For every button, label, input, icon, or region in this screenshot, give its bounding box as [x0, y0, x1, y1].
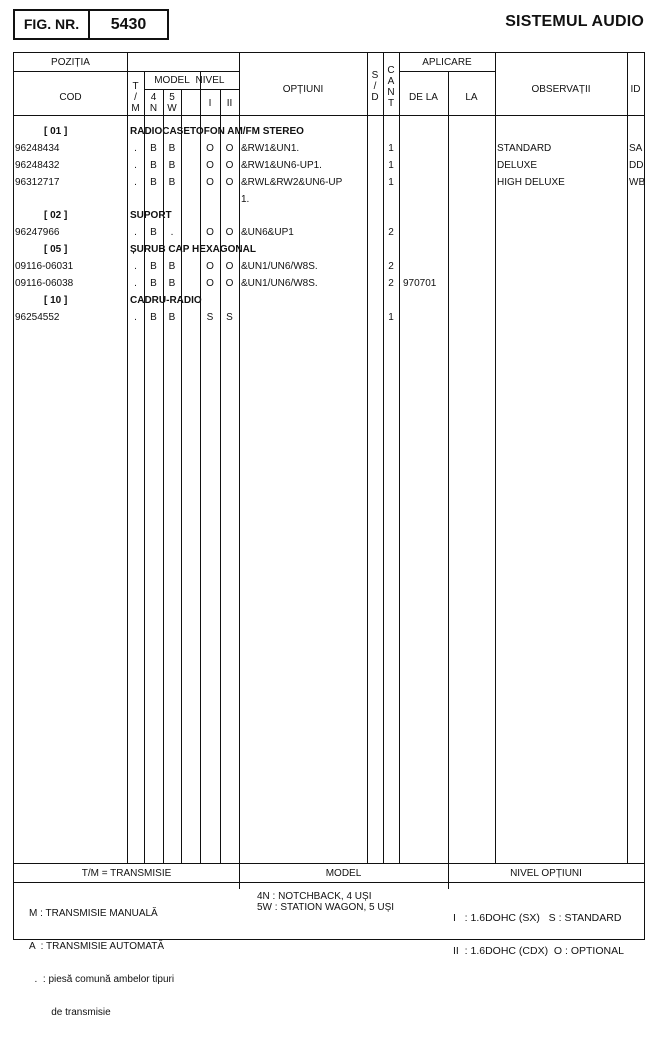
footer-nivel-legend: I : 1.6DOHC (SX) S : STANDARD II : 1.6DOHC (CDX) O : OPTIONAL	[453, 912, 624, 957]
col-nivel: NIVEL	[195, 75, 225, 86]
col-id: ID	[630, 84, 641, 95]
footer-model-title: MODEL	[325, 868, 362, 879]
col-sd: S / D	[371, 70, 379, 103]
group-name: SUPORT	[130, 210, 172, 221]
col-cod: COD	[59, 92, 82, 103]
footer-tm-legend: M : TRANSMISIE MANUALĂ A : TRANSMISIE AUTOMATĂ . : piesă comună ambelor tipuri de transmisie	[29, 908, 175, 1018]
footer-tm-title: T/M = TRANSMISIE	[81, 868, 172, 879]
col-model-4n: 4 N	[149, 92, 158, 114]
group-pos: [ 10 ]	[44, 295, 68, 306]
group-name: ȘURUB CAP HEXAGONAL	[130, 244, 256, 255]
col-nivel-2: II	[226, 98, 233, 109]
page-title: SISTEMUL AUDIO	[505, 13, 644, 30]
group-name: RADIOCASETOFON AM/FM STEREO	[130, 126, 304, 137]
col-model: MODEL	[154, 75, 190, 86]
col-pozitia: POZIȚIA	[51, 57, 90, 68]
col-de-la: DE LA	[409, 92, 438, 103]
group-pos: [ 05 ]	[44, 244, 68, 255]
footer-model-legend: 4N : NOTCHBACK, 4 UȘI 5W : STATION WAGON, 5 UȘI	[257, 891, 395, 913]
col-optiuni: OPȚIUNI	[282, 84, 324, 95]
col-la: LA	[465, 92, 478, 103]
col-cant: C A N T	[387, 65, 395, 109]
fig-number: 5430	[110, 16, 147, 33]
parts-table: POZIȚIA COD T / M MODEL 4 N 5 W NIVEL I II OPȚIUNI S / D C A N T APLICARE DE LA LA OBSERVAȚII ID [ 01 ] RADIOCASETOFON AM/FM STEREO 96248434 . B B O O &RW1&UN1. 1 STANDARD SA 96248432 . B B O O &RW1&UN6-UP1. 1 DELUXE DD 96312717 . B B O O &RWL&RW2&UN6-UP 1. 1 HIGH DELUXE WB [ 02 ] SUPORT 96247966 . B . O O &UN6&UP1 2 [ 05 ] ȘURUB CAP HEXAGONAL 09116-06031 . B B O O &UN1/UN6/W8S. 2 09116-06038 . B B O O &UN1/UN6/W8S. 2 970701 [ 10 ] CADRU-RADIO 96254552 . B B S S 1 T/M = TRANSMISIE MODEL NIVEL OPȚIUNI M : TRANSMISIE MANUALĂ A : TRANSMISIE AUTOMATĂ . : piesă comună ambelor tipuri de transmisie 4N : NOTCHBACK, 4 UȘI 5W : STATION WAGON, 5 UȘI I : 1.6DOHC (SX) S : STANDARD II : 1.6DOHC (CDX) O : OPTIONAL	[13, 52, 645, 940]
fig-number-box	[13, 9, 169, 40]
group-name: CADRU-RADIO	[130, 295, 202, 306]
fig-label: FIG. NR.	[15, 11, 90, 38]
col-nivel-1: I	[208, 98, 212, 109]
group-pos: [ 02 ]	[44, 210, 68, 221]
footer-nivel-title: NIVEL OPȚIUNI	[510, 868, 582, 879]
col-model-5w: 5 W	[167, 92, 177, 114]
col-aplicare: APLICARE	[422, 57, 472, 68]
col-tm: T / M	[131, 81, 140, 114]
col-observatii: OBSERVAȚII	[531, 84, 591, 95]
group-pos: [ 01 ]	[44, 126, 68, 137]
